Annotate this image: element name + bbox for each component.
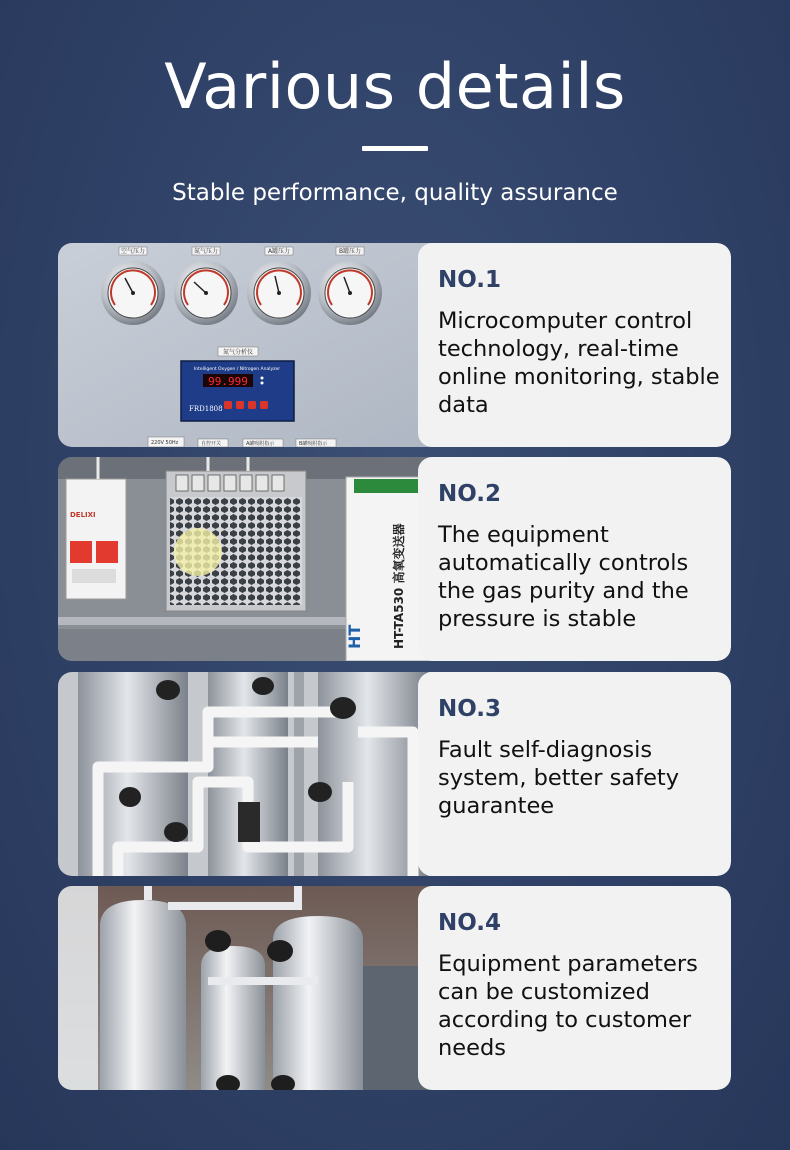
feature-description: Fault self-diagnosis system, better safety guarantee	[438, 737, 680, 819]
feature-card-4	[58, 886, 731, 1090]
adsorption-tanks-photo	[58, 886, 458, 1090]
electrical-cabinet-photo	[58, 457, 458, 661]
feature-description: Equipment parameters can be customized according to customer needs	[438, 951, 698, 1061]
page-subtitle: Stable performance, quality assurance	[172, 180, 618, 206]
feature-description: The equipment automatically controls the gas purity and the pressure is stable	[438, 522, 689, 632]
analyzer-readout: 99.999	[208, 375, 248, 388]
feature-panel-1	[418, 243, 731, 447]
switch-label-4: B罐吸附指示	[299, 441, 328, 447]
transmitter-logo: HT	[345, 624, 364, 649]
gauge-label-2: 氮气压力	[193, 248, 219, 255]
feature-description: Microcomputer control technology, real-time online monitoring, stable data	[438, 308, 720, 418]
transmitter-label: HT-TA530 高氧变送器	[392, 523, 406, 649]
feature-number: NO.2	[438, 481, 502, 507]
switch-label-1: 220V 50Hz	[151, 440, 179, 446]
feature-panel-2	[418, 457, 731, 661]
feature-card-3	[58, 672, 731, 876]
valve-piping-photo	[58, 672, 458, 876]
analyzer-label: 氮气分析仪	[222, 349, 254, 356]
gauge-label-4: B罐压力	[338, 248, 362, 255]
gauge-label-1: 空气压力	[120, 248, 146, 255]
feature-panel-3	[418, 672, 731, 876]
analyzer-title: Intelligent Oxygen / Nitrogen Analyzer	[193, 367, 281, 372]
feature-panel-4	[418, 886, 731, 1090]
page-title: Various details	[164, 50, 626, 123]
feature-card-2	[58, 457, 731, 661]
gauge-label-3: A罐压力	[267, 248, 291, 255]
feature-number: NO.1	[438, 267, 502, 293]
control-panel-photo	[58, 243, 458, 447]
circuit-breaker	[66, 479, 126, 599]
feature-card-1	[58, 243, 731, 447]
power-supply	[166, 471, 306, 611]
feature-number: NO.4	[438, 910, 502, 936]
switch-label-3: A罐吸附指示	[246, 441, 275, 447]
title-divider	[362, 146, 428, 151]
switch-label-2: 自控开关	[201, 441, 222, 447]
feature-number: NO.3	[438, 696, 502, 722]
analyzer-model: FRD1808	[189, 405, 223, 413]
breaker-brand: DELIXI	[70, 511, 96, 519]
